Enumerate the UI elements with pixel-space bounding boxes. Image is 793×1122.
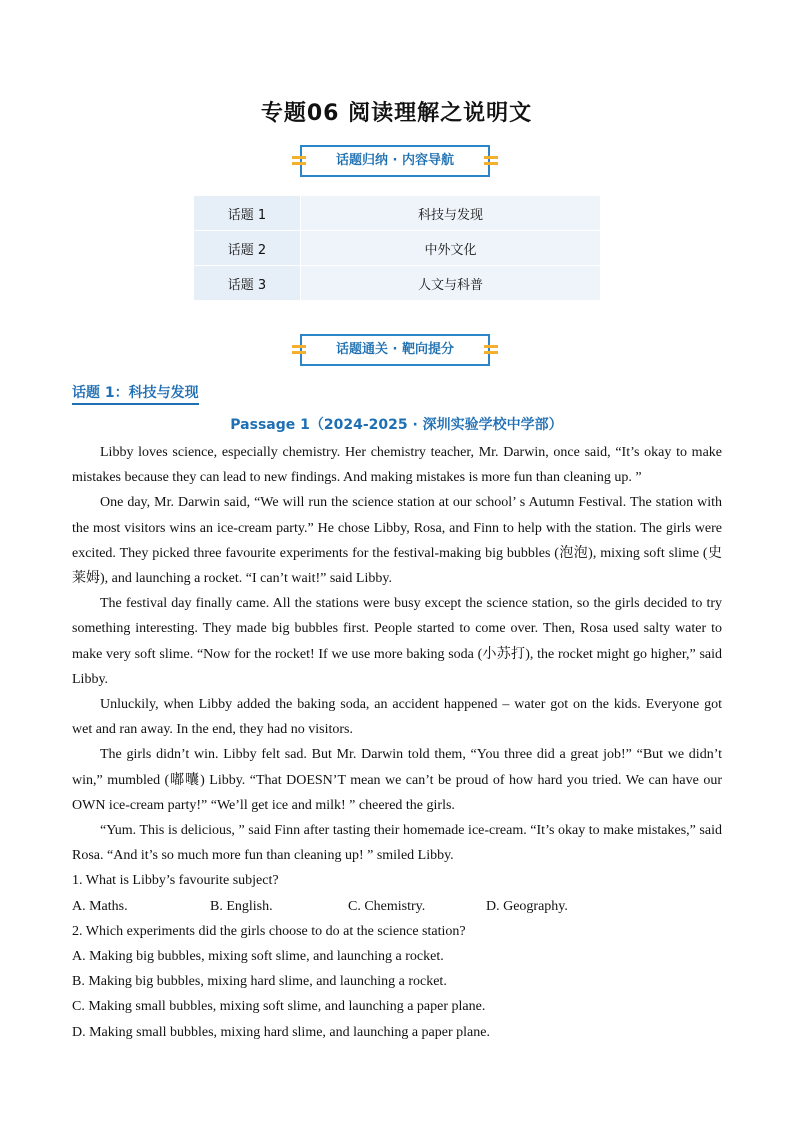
banner-label: 话题通关 · 靶向提分 [336,342,454,357]
topic-label: 话题 1 [194,196,301,231]
topic-label: 话题 2 [194,231,301,266]
option-d: D. Geography. [486,898,568,914]
option-c: C. Chemistry. [348,898,426,914]
topic-value: 中外文化 [301,231,601,266]
option-b: B. English. [210,898,273,914]
banner-decoration-icon [484,155,498,167]
banner-decoration-icon [292,155,306,167]
question-1: 1. What is Libby’s favourite subject? [72,873,279,889]
option-a: A. Making big bubbles, mixing soft slime, and launching a rocket. [72,949,444,965]
banner-decoration-icon [292,344,306,356]
passage-body [72,440,722,1045]
paragraph: “Yum. This is delicious, ” said Finn after tasting their homemade ice-cream. “It’s okay to make mistakes,” said Rosa. “And it’s so much more fun than cleaning up! ” smiled Libby. [72,823,722,864]
option-a: A. Maths. [72,898,128,914]
paragraph: The girls didn’t win. Libby felt sad. But Mr. Darwin told them, “You three did a great job!” “But we didn’t win,” mumbled (嘟囔) Libby. “That DOESN’T mean we can’t be proud of how hard you tried. We can have our OWN ice-cream party!” “We’ll get ice and milk! ” cheered the girls. [72,747,722,813]
question-2: 2. Which experiments did the girls choose to do at the science station? [72,923,466,939]
banner-decoration-icon [484,344,498,356]
paragraph: The festival day finally came. All the stations were busy except the science station, so the girls decided to try something interesting. They made big bubbles first. People started to come over. Then, Rosa used salty water to make very soft slime. “Now for the rocket! If we use more baking soda (小苏打), the rocket might go higher,” said Libby. [72,596,722,687]
paragraph: Unluckily, when Libby added the baking soda, an accident happened – water got on the kids. Everyone got wet and ran away. In the end, they had no visitors. [72,697,722,738]
table-row [194,196,601,231]
topic-table [193,195,601,301]
section-banner-navigation [300,145,490,177]
option-b: B. Making big bubbles, mixing hard slime, and launching a rocket. [72,974,447,990]
topic-heading: 话题 1：科技与发现 [72,382,199,405]
banner-label: 话题归纳 · 内容导航 [336,153,454,168]
question-1-options [72,894,722,919]
paragraph: One day, Mr. Darwin said, “We will run the science station at our school’ s Autumn Festival. The station with the most visitors wins an ice-cream party.” He chose Libby, Rosa, and Finn to help with the station. The girls were excited. They picked three favourite experiments for the festival-making big bubbles (泡泡), mixing soft slime (史莱姆), and launching a rocket. “I can’t wait!” said Libby. [72,495,722,587]
topic-value: 人文与科普 [301,266,601,301]
section-banner-practice [300,334,490,366]
option-c: C. Making small bubbles, mixing soft slime, and launching a paper plane. [72,999,486,1015]
paragraph: Libby loves science, especially chemistry. Her chemistry teacher, Mr. Darwin, once said, “It’s okay to make mistakes because they can lead to new findings. And making mistakes is more fun than cleaning up. ” [72,445,722,486]
option-d: D. Making small bubbles, mixing hard slime, and launching a paper plane. [72,1024,490,1040]
passage-heading: Passage 1（2024-2025 · 深圳实验学校中学部） [230,417,563,433]
table-row [194,266,601,301]
topic-value: 科技与发现 [301,196,601,231]
page-title: 专题06 阅读理解之说明文 [260,101,533,126]
table-row [194,231,601,266]
topic-label: 话题 3 [194,266,301,301]
